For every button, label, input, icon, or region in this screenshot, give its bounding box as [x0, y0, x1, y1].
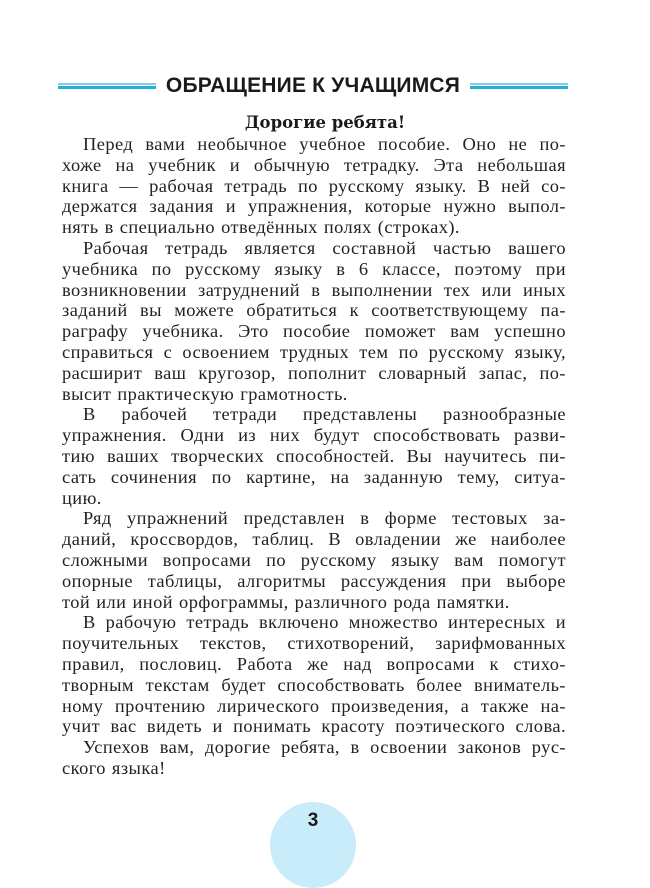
- header-rule-right: [470, 83, 568, 89]
- page-number: 3: [307, 810, 319, 831]
- text-line: Перед вами необычное учебное пособие. Оно не по-: [83, 134, 566, 154]
- text-line: раграфу учебника. Это пособие поможет вам успешно: [62, 321, 566, 342]
- text-line: держатся задания и упражнения, которые нужно выпол-: [62, 196, 566, 217]
- text-line: возникновении затруднений в выполнении тех или иных: [62, 279, 566, 300]
- paragraph-1: [62, 134, 566, 238]
- text-line: высит практическую грамотность.: [62, 383, 348, 404]
- text-line: ского языка!: [62, 757, 166, 778]
- text-line: заданий вы можете обратиться к соответствующему па-: [62, 300, 566, 321]
- paragraph-4: [62, 508, 566, 612]
- paragraph-3: [62, 404, 566, 508]
- paragraph-6: [62, 737, 566, 779]
- text-line: книга — рабочая тетрадь по русскому языку. В ней со-: [62, 175, 566, 196]
- paragraph-5: [62, 612, 566, 737]
- header-rule-left: [58, 83, 156, 89]
- text-line: цию.: [62, 487, 102, 508]
- text-line: даний, кроссвордов, таблиц. В овладении же наиболее: [62, 529, 566, 550]
- body-text: [62, 134, 566, 779]
- text-line: учит вас видеть и понимать красоту поэтического слова.: [62, 716, 566, 737]
- text-line: В рабочую тетрадь включено множество интересных и: [83, 612, 566, 633]
- text-line: сать сочинения по картине, на заданную тему, ситуа-: [62, 466, 566, 487]
- section-header: [58, 72, 568, 100]
- text-line: правил, пословиц. Работа же над вопросами к стихо-: [62, 653, 566, 674]
- text-line: нять в специально отведённых полях (строках).: [62, 217, 460, 238]
- text-line: сложными вопросами по русскому языку вам помогут: [62, 549, 566, 570]
- greeting-heading: Дорогие ребята!: [244, 113, 406, 132]
- text-line: творным текстам будет способствовать более вниматель-: [62, 674, 566, 695]
- text-line: учебника по русскому языку в 6 классе, поэтому при: [62, 258, 566, 279]
- text-line: ному прочтению лирического произведения, а также на-: [62, 695, 566, 716]
- text-line: справиться с освоением трудных тем по русскому языку,: [62, 341, 566, 362]
- text-line: опорные таблицы, алгоритмы рассуждения при выборе: [62, 570, 566, 591]
- paragraph-2: [62, 238, 566, 404]
- text-line: Успехов вам, дорогие ребята, в освоении законов рус-: [83, 737, 566, 758]
- text-line: той или иной орфограммы, различного рода памятки.: [62, 591, 510, 612]
- page-title: ОБРАЩЕНИЕ К УЧАЩИМСЯ: [165, 74, 461, 97]
- text-line: расширит ваш кругозор, пополнит словарный запас, по-: [62, 362, 566, 383]
- text-line: хоже на учебник и обычную тетрадку. Эта небольшая: [62, 154, 566, 175]
- text-line: В рабочей тетради представлены разнообразные: [83, 404, 566, 425]
- text-line: Рабочая тетрадь является составной частью вашего: [83, 237, 566, 258]
- text-line: Ряд упражнений представлен в форме тестовых за-: [83, 508, 566, 529]
- text-line: тию ваших творческих способностей. Вы научитесь пи-: [62, 445, 566, 466]
- text-line: поучительных текстов, стихотворений, зарифмованных: [62, 633, 566, 654]
- text-line: упражнения. Одни из них будут способствовать разви-: [62, 425, 566, 446]
